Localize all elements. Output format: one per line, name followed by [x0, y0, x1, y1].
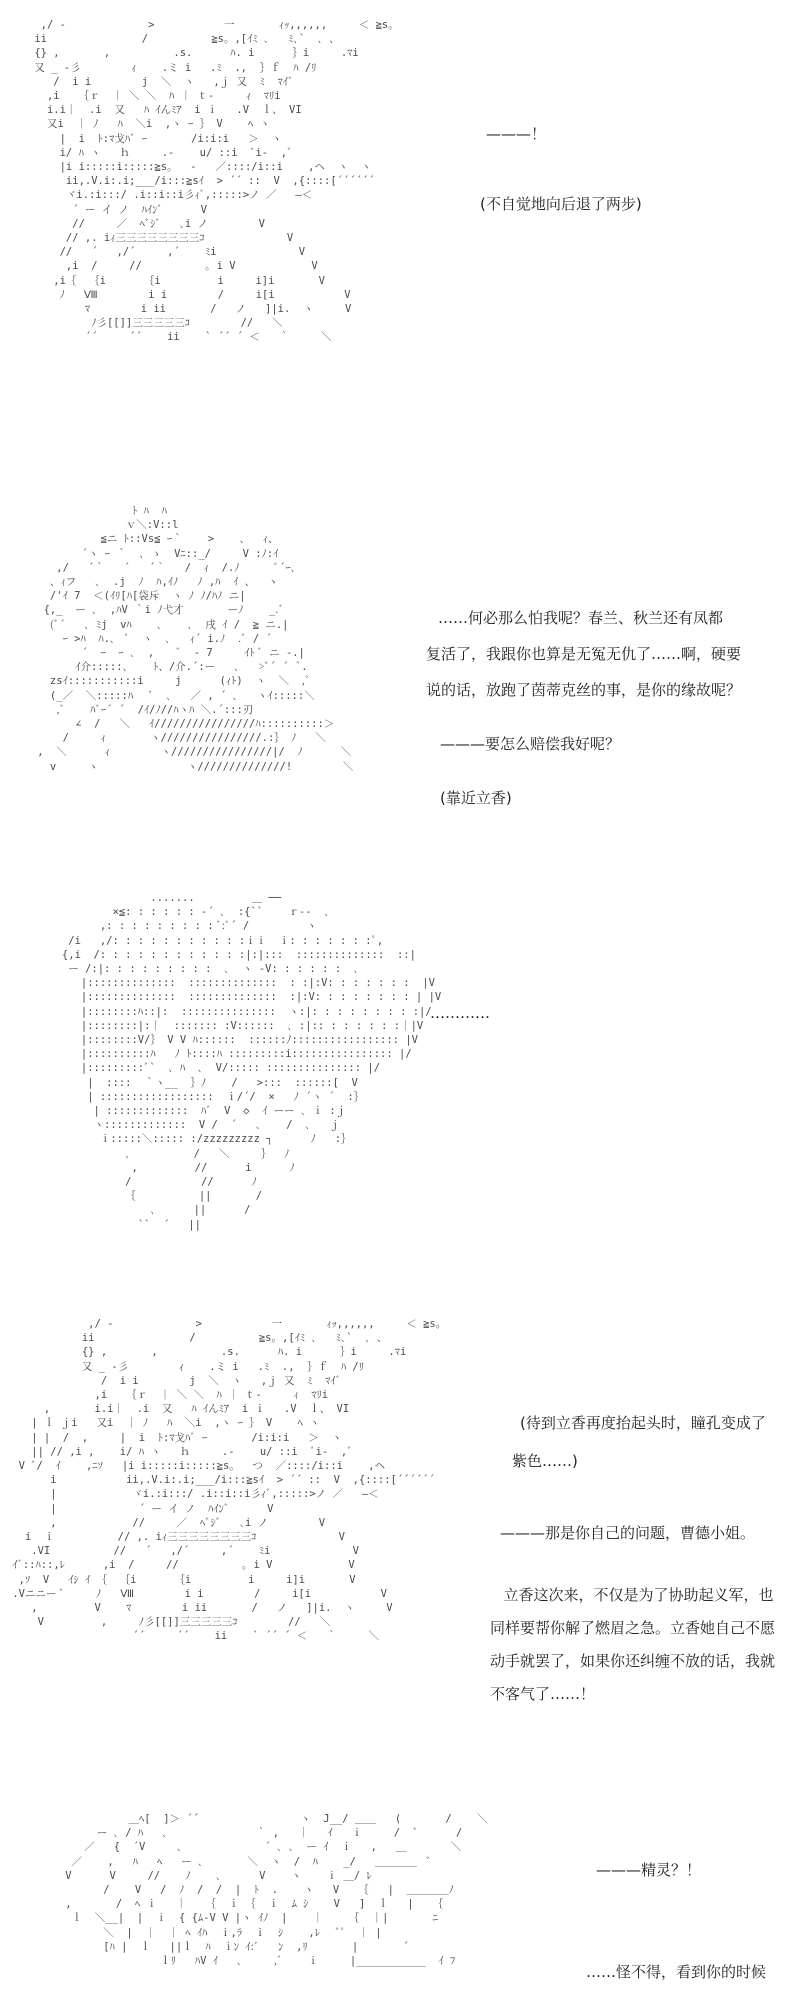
narration-line: (靠近立香): [440, 789, 512, 807]
dialogue-line: ———精灵？！: [596, 1861, 702, 1879]
dialogue-line: ———那是你自己的问题，曹德小姐。: [500, 1524, 756, 1542]
ascii-art-character: ﾄ ﾊ ﾊ ｖ＼:V::l ≦ニ ﾄ::Vs≦ ｰ｀ > 、 ｨ、 ´ヽ ｰ ｀ ､ ゝ Vﾆ::_/ V :ﾉ:ｲ ,/ ´｀ ´ ´｀ / ｨ /.ﾉ ﾟ´ｰ､ 、ｨフ ､ .j ﾉ ﾊ,ｲﾉ ﾉ ,ﾊ ｲ 、 ヽ /'ｲ 7 ＜(ｲﾘ[ﾊ[袋斥 ヽ ﾉ ﾉ/ﾊﾉ ニ| {,_ ー ､ ,ﾊV ｀i ﾉ弋才 ーﾉ _.ﾞ (ﾞ´ ､ ﾐj vﾊ ､ ､ 戌 ｲ / ≧ ニ.| ｰ >ﾊ ﾊ.､ ﾞ ヽ ､ ｨ´ i.ﾉ .ﾞ / ´ ´ ｰ ｰ ､ , ﾞ - 7 ｲﾄ ﾞ ニ -.| ｲ介:::::､ ﾄ、/介.´:ー ､ >ﾞ´ ´ `. zsｲ:::::::::::i j (ｨﾄ) ヽ ＼ ,ﾞ (_／ ＼:::::ﾊ ﾞ ､ ／ , ´ ､ ヽｲ:::::＼ ,ﾞ ﾊﾞｰ´ ´ /ｲ/ﾉ//ﾊヽﾊ ＼.´:::刃 ∠ / ＼ ｲ////////////////ﾊ::::::::::＞ / ｨ ヽ////////////////.:｝ ﾉ ＼ , ＼ ｨ ヽ////////////////|/ ﾉ ＼ v ヽ ヽ//////////////! ＼: [37, 505, 354, 773]
narration-line: (不自觉地向后退了两步): [480, 195, 642, 213]
manga-panel-5: [0, 1800, 800, 2000]
dialogue-line: ……怪不得，看到你的时候: [586, 1963, 767, 1981]
ascii-art-character: ,/ - > 一 ｨｯ,,,,,, ＜ ≧s。 ii / ≧s。,[ｲﾐ ､ ﾐ､` ､ 、 {} , , .s. ﾊ. i ｝i .ﾏi 又 _ -彡 ｨ .ミ i .ﾐ ., ｝ｆ ﾊ /ﾘ / i i j ＼ ヽ ,ｊ 又 ﾐ ﾏｲﾞ ,i ｛ｒ ｜ ＼ ＼ ﾊ ｜ ｔ- ｨ ﾏﾘi i.i｜ .i 又 ﾊ ｲんﾐｱ i ｉ .V ｌ、 VI 又i ｜ ﾉ ﾊ ＼i ,ヽ ｰ ｝ V ﾍ ヽ | i ﾄ:ﾏ戈ﾊﾞ ｰ /i:i:i ＞ ヽ i/ ﾊ ヽ ｈ .- u/ ::i ﾞi- ,ﾞ |i i:::::i:::::≧s。 - ／::::/i::i ,ヘ ヽ ヽ ii,.V.i:.i;___/i:::≧sｲ > ´´ :: V ,{::::[´´´´´´ ヾi.:i:::/ .i::i::i彡ｨﾞ,:::::>ノ ／ ―＜ ´ ー イ ノ ﾊｲﾝﾞ V // ／ ﾍﾞｼﾞ ､i ノ V // ,. iｨ三三三三三三三三ｺ V // ´ ,/´ ,´ ﾐi V ,i / // ｡ i V V ,i｛ ｛i ｛i i i]i V ﾉ Ⅷ i i / i[i V ﾏ i ii / ノ ]|i. ヽ V ﾉ彡[[]]三三三三三ｺ // ＼ ´´ ´´ ii ` ´´ ´ ＜ ｀ ＼: [34, 19, 399, 344]
manga-panel-1: [0, 0, 800, 470]
manga-panel-2: [0, 490, 800, 870]
narration-line: (待到立香再度抬起头时，瞳孔变成了: [520, 1414, 766, 1432]
dialogue-line: ———要怎么赔偿我好呢？: [440, 735, 621, 753]
ascii-art-character: ,/ - > 一 ｨｯ,,,,,, ＜ ≧s。 ii / ≧s。,[ｲﾐ ､ ﾐ､` ､ 、 {} , , .s. ﾊ. i ｝i .ﾏi 又 _ -彡 ｨ .ミ i .ﾐ ., ｝ｆ ﾊ /ﾘ / i i j ＼ ヽ ,ｊ 又 ﾐ ﾏｲﾞ ,i ｛ｒ ｜ ＼ ＼ ﾊ ｜ ｔ- ｨ ﾏﾘi , i.i｜ .i 又 ﾊ ｲんﾐｱ i ｉ .V ｌ、 VI | ｌ ｊi 又i ｜ ﾉ ﾊ ＼i ,ヽ ｰ ｝ V ﾍ ヽ | | / , | i ﾄ:ﾏ戈ﾊﾞ ｰ /i:i:i ＞ ヽ || // ,i , i/ ﾊ ヽ ｈ .- u/ ::i ﾞi- ,ﾞ V ﾞ/ ｲ ,ﾆｿ |i i:::::i:::::≧s。 つ ／::::/i::i ,ヘ i ii,.V.i:.i;___/i:::≧sｲ > ´´ :: V ,{::::[´´´´´´ | ヾi.:i:::/ .i::i::i彡ｨﾞ,:::::>ノ ／ ―＜ | ´ ー イ ノ ﾊｲﾝﾞ V , // ／ ﾍﾞｼﾞ ､i ノ V i ｉ // ,. iｨ三三三三三三三三ｺ V .VI // ´ ,/´ ,´ ﾐi V ｲﾞ::ﾊ::,ﾚ ,i / // ｡ i V V ,ｿ V ｲｼ ｲ ｛ ｛i ｛i i i]i V .Vニニー ﾞ ﾉ Ⅷ i i / i[i V , V ﾏ i ii / ノ ]|i. ヽ V V , ﾉ彡[[]]三三三三三ｺ // ＼ ´´ ´´ ii ` ´´ ´ ＜ ｀ ＼: [12, 1318, 447, 1643]
manga-panel-3: [0, 885, 800, 1305]
dialogue-line: …………: [430, 1004, 490, 1022]
manga-panel-4: [0, 1315, 800, 1775]
ascii-art-character: ....... ＿ ── ×≦: : : : : : -´ ､ :{`` ｒ-- ､ ,: : : : : : : : : ﾞ:ﾞ´ / ヽ /i ,/: : : : : : : : : : :ｉｉ ｉ: : : : : : :ﾟ, {,i /: : : : : : : : : : : :|:|::: :::::::::::::: ::| ー /:|: : : : : : : : : ､ ヽ -V: : : : : : ､ |:::::::::::::: :::::::::::::: : :|:V: : : : : : : |V |:::::::::::::: :::::::::::::: :|:V: : : : : : : : | |V |::::::::ﾊ::|: ::::::::::::::: ヽ:|: : : : : : : : :|/ |::::::::|:｜ ::::::: :V:::::: ､ :|:: : : : : : :｜|V |::::::::V/｝ V V ﾊ:::::: ::::::ﾉ::::::::::::::::: |V |::::::::::ﾊ ﾉ ﾄ::::ﾊ :::::::::i:::::::::::::::: |/ |:::::::::ﾞ` ､ ﾊ ､ V/::::: ::::::::::::::: |/ | :::: ｀ヽ__ ｝ﾉ / >::: ::::::[ V | :::::::::::::::::: ｉ/´/ × ﾉ ´ヽ ´ :｝ | ::::::::::::: ﾊﾞ V ◇ ｲ ーー ､ ｉ :ｊ ヽ::::::::::::: V / ´ ､ / ､ ｊ ｉ:::::＼::::: :/zzzzzzzzz ┐ ﾉ :｝ ､ / ＼ ｝ ﾉ , // i ﾉ / // ﾉ ｛ || / ､ || / `` ´ ||: [61, 892, 442, 1231]
dialogue-line: ———！: [486, 125, 547, 143]
dialogue-line: 说的话，放跑了茵蒂克丝的事，是你的缘故呢？: [426, 681, 742, 699]
dialogue-line: ……何必那么怕我呢？春兰、秋兰还有凤都: [438, 609, 724, 627]
dialogue-paragraph: 立香这次来，不仅是为了协助起义军，也同样要帮你解了燃眉之急。立香她自己不愿动手就罢了，如果你还纠缠不放的话，我就不客气了……！: [490, 1586, 776, 1703]
dialogue-line: 复活了，我跟你也算是无冤无仇了……啊，硬要: [426, 645, 742, 663]
ascii-art-character: ＿ﾍ[ ]＞ ´´ ヽ J__/ ＿＿ ( / ＼ ー ､ / ﾊ ､ ｀ , ｜ ｲ ｉ / ﾞ / ／ { ´V ､ ´ ､ ､ ー ｲ ｉ , ＿ ＼ ／ , ﾊ ﾍ ー ､ ＼ ヽ / ﾊ _/ ＿＿＿＿ ﾞ V V // ﾉ ､ V ヽ ｉ ＿/ ﾚ / V / ﾉ / / | ﾄ . ヽ V ｛ | ＿＿＿＿ﾉ , / ﾍ ｉ ｜ ｛ ｉ ｛ ｉ ﾑ ｼ V ] ｌ | ｛ ｌ ＼__| | ｉ { {ﾑ-V V |ヽ ｲﾉ | ｜ ｛ ｜| ﾆ ＼ | ｜ ｜ ﾍ ｲﾊ ｉ,ﾗ ｉ ｼ ,ﾚ ﾞﾟ ｜ | [ﾊ | ｌ ||ｌ ﾊ ｉﾝ ｲ:ﾞ ﾝ ,ﾘ | ´ ｌﾘ ﾊV ｲ ､ ,ﾞ ｉ |___________ ｲ ﾌ: [65, 1813, 488, 1968]
narration-line: 紫色……): [512, 1452, 578, 1470]
